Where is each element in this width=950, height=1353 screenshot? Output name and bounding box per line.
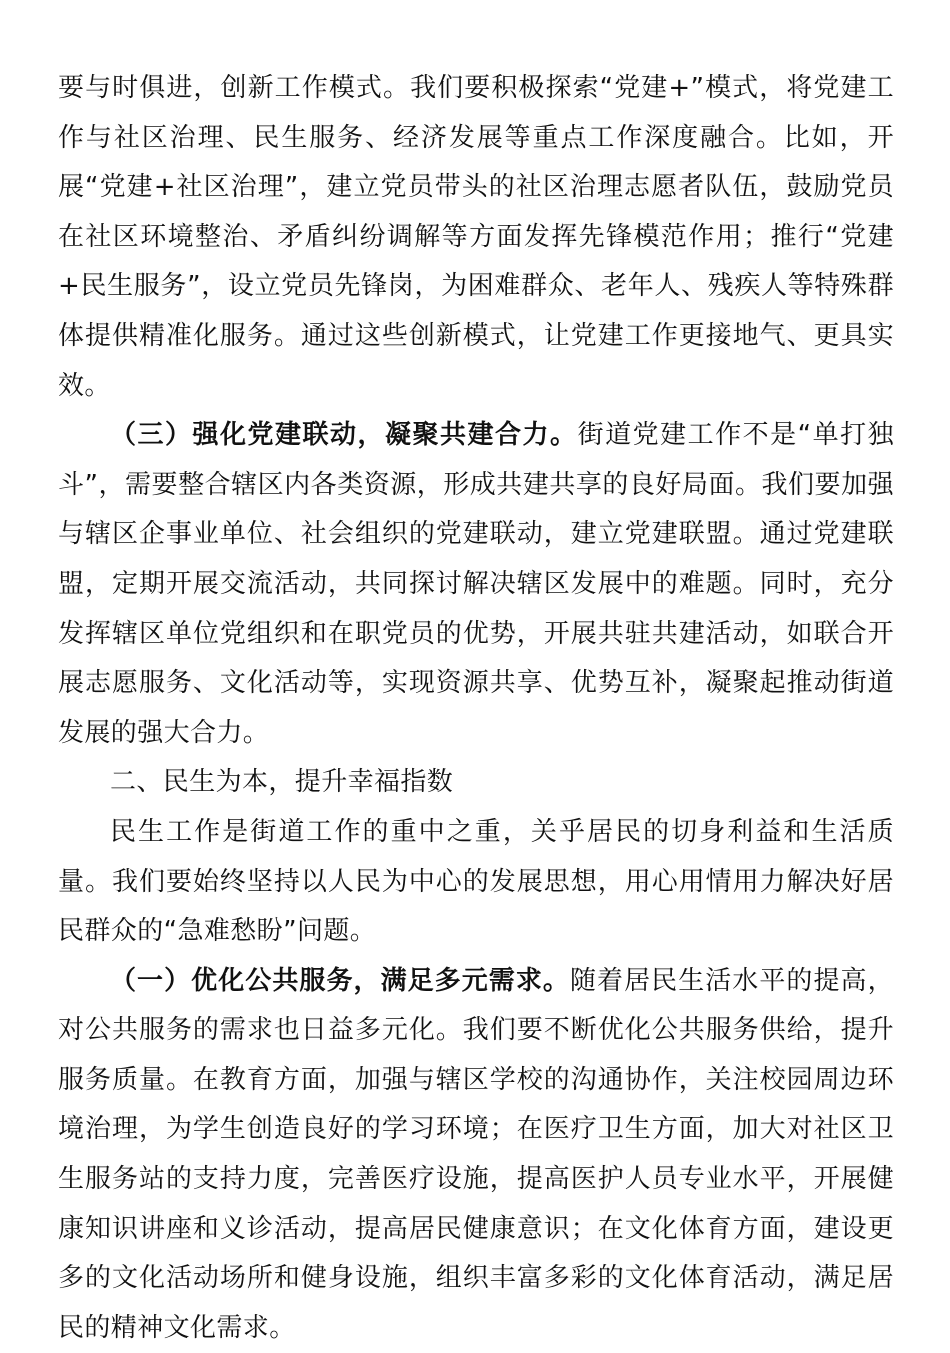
paragraph-party-plus-mode: 要与时俱进，创新工作模式。我们要积极探索“党建+”模式，将党建工作与社区治理、民生服务、经济发展等重点工作深度融合。比如，开展“党建+社区治理”，建立党员带头的社区治理志愿者队伍，鼓励党员在社区环境整治、矛盾纠纷调解等方面发挥先锋模范作用；推行“党建+民生服务”，设立党员先锋岗，为困难群众、老年人、残疾人等特殊群体提供精准化服务。通过这些创新模式，让党建工作更接地气、更具实效。	[58, 73, 894, 401]
paragraph-public-services-body: 随着居民生活水平的提高，对公共服务的需求也日益多元化。我们要不断优化公共服务供给，提升服务质量。在教育方面，加强与辖区学校的沟通协作，关注校园周边环境治理，为学生创造良好的学习环境；在医疗卫生方面，加大对社区卫生服务站的支持力度，完善医疗设施，提高医护人员专业水平，开展健康知识讲座和义诊活动，提高居民健康意识；在文化体育方面，建设更多的文化活动场所和健身设施，组织丰富多彩的文化体育活动，满足居民的精神文化需求。	[58, 965, 894, 1343]
section-heading-public-services: （一）优化公共服务，满足多元需求。	[110, 965, 570, 996]
chapter-heading-livelihood: 二、民生为本，提升幸福指数	[110, 767, 454, 798]
paragraph-party-linkage	[58, 411, 894, 758]
paragraph-public-services	[58, 957, 894, 1353]
document-page	[58, 64, 894, 1353]
paragraph-livelihood-intro: 民生工作是街道工作的重中之重，关乎居民的切身利益和生活质量。我们要始终坚持以人民为中心的发展思想，用心用情用力解决好居民群众的“急难愁盼”问题。	[58, 816, 894, 947]
paragraph-party-linkage-body: 街道党建工作不是“单打独斗”，需要整合辖区内各类资源，形成共建共享的良好局面。我们要加强与辖区企事业单位、社会组织的党建联动，建立党建联盟。通过党建联盟，定期开展交流活动，共同探讨解决辖区发展中的难题。同时，充分发挥辖区单位党组织和在职党员的优势，开展共驻共建活动，如联合开展志愿服务、文化活动等，实现资源共享、优势互补，凝聚起推动街道发展的强大合力。	[58, 420, 894, 748]
section-heading-party-linkage: （三）强化党建联动，凝聚共建合力。	[110, 420, 578, 451]
